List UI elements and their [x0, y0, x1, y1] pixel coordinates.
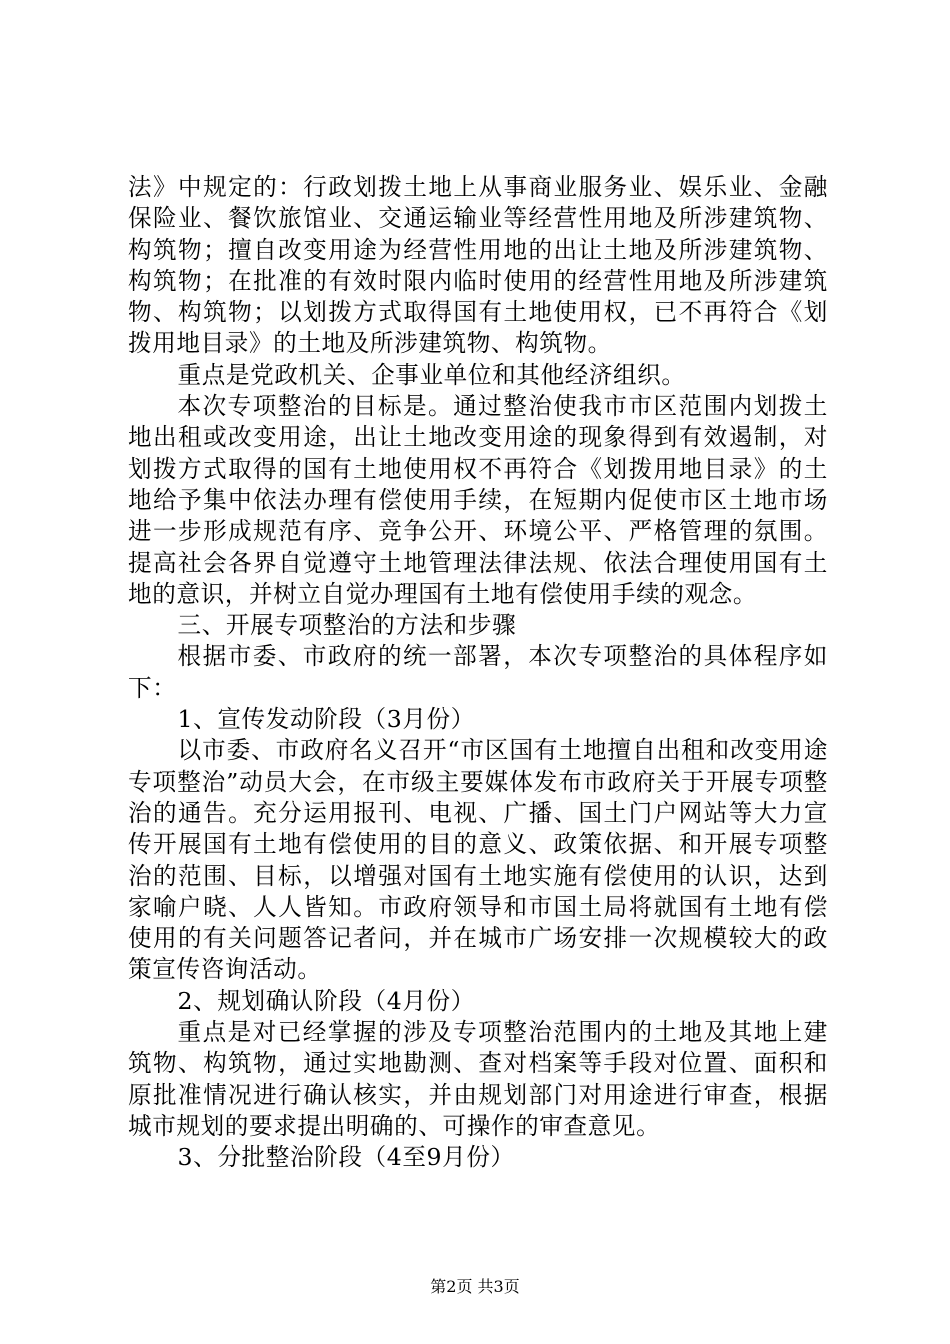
document-body — [128, 172, 828, 1174]
paragraph-planning: 重点是对已经掌握的涉及专项整治范围内的土地及其地上建筑物、构筑物，通过实地勘测、查对档案等手段对位置、面积和原批准情况进行确认核实，并由规划部门对用途进行审查，根据城市规划的要求提出明确的、可操作的审查意见。 — [128, 1018, 828, 1140]
page-footer: 第2页 共3页 — [430, 1277, 520, 1296]
paragraph-scope-continued: 法》中规定的：行政划拨土地上从事商业服务业、娱乐业、金融保险业、餐饮旅馆业、交通运输业等经营性用地及所涉建筑物、构筑物；擅自改变用途为经营性用地的出让土地及所涉建筑物、构筑物；在批准的有效时限内临时使用的经营性用地及所涉建筑物、构筑物；以划拨方式取得国有土地使用权，已不再符合《划拨用地目录》的土地及所涉建筑物、构筑物。 — [128, 173, 828, 358]
section-heading-methods: 三、开展专项整治的方法和步骤 — [177, 611, 517, 640]
step-heading-publicity: 1、宣传发动阶段（3月份） — [177, 705, 475, 734]
paragraph-publicity: 以市委、市政府名义召开“市区国有土地擅自出租和改变用途专项整治”动员大会，在市级主要媒体发布市政府关于开展专项整治的通告。充分运用报刊、电视、广播、国土门户网站等大力宣传开展国有土地有偿使用的目的意义、政策依据、和开展专项整治的范围、目标，以增强对国有土地实施有偿使用的认识，达到家喻户晓、人人皆知。市政府领导和市国土局将就国有土地有偿使用的有关问题答记者问，并在城市广场安排一次规模较大的政策宣传咨询活动。 — [128, 736, 828, 984]
step-heading-planning: 2、规划确认阶段（4月份） — [177, 986, 475, 1015]
step-heading-batch-rectification: 3、分批整治阶段（4至9月份） — [177, 1143, 515, 1172]
paragraph-focus: 重点是党政机关、企事业单位和其他经济组织。 — [177, 360, 686, 389]
paragraph-goals: 本次专项整治的目标是。通过整治使我市市区范围内划拨土地出租或改变用途，出让土地改变用途的现象得到有效遏制，对划拨方式取得的国有土地使用权不再符合《划拨用地目录》的土地给予集中依法办理有偿使用手续，在短期内促使市区土地市场进一步形成规范有序、竞争公开、环境公平、严格管理的氛围。提高社会各界自觉遵守土地管理法律法规、依法合理使用国有土地的意识，并树立自觉办理国有土地有偿使用手续的观念。 — [128, 392, 828, 608]
paragraph-procedure-intro: 根据市委、市政府的统一部署，本次专项整治的具体程序如下： — [128, 642, 828, 702]
